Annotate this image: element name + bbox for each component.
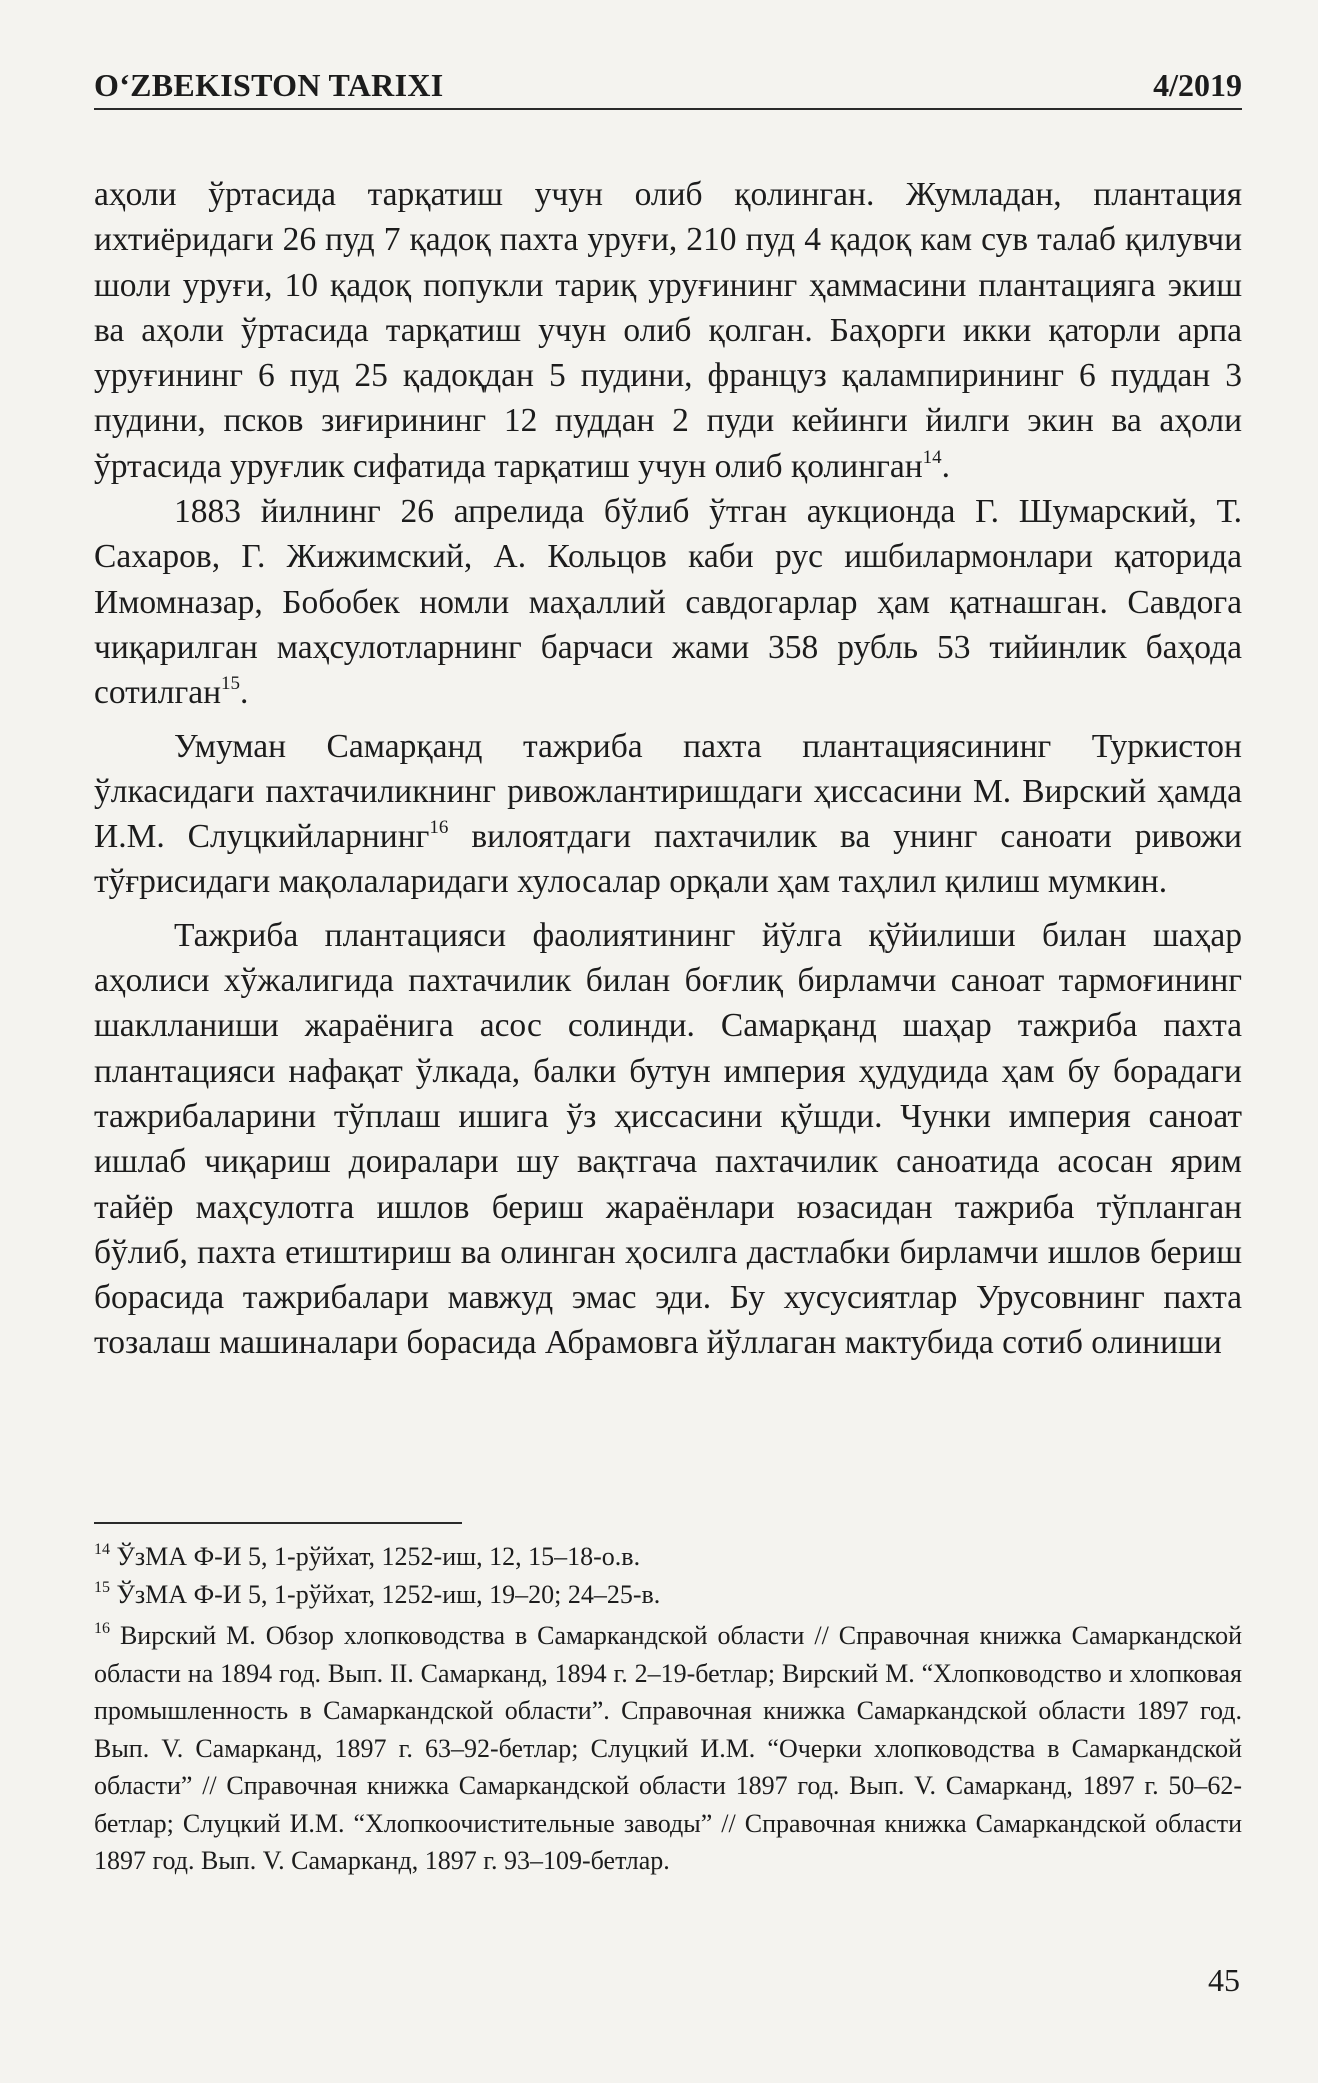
paragraph-4: Тажриба плантацияси фаолиятининг йўлга қўйилиши билан шаҳар аҳолиси хўжалигида пахтачилик билан боғлиқ бирламчи саноат тармоғининг шаклланиши жараёнига асос солинди. Самарқанд шаҳар тажриба пахта плантацияси нафақат ўлкада, балки бутун империя ҳудудида ҳам бу борадаги тажрибаларини тўплаш ишига ўз ҳиссасини қўшди. Чунки империя саноат ишлаб чиқариш доиралари шу вақтгача пахтачилик саноатида асосан ярим тайёр маҳсулотга ишлов бериш жараёнлари юзасидан тажриба тўпланган бўлиб, пахта етиштириш ва олинган ҳосилга дастлабки бирламчи ишлов бериш борасида тажрибалари мавжуд эмас эди. Бу хусусиятлар Урусовнинг пахта тозалаш машиналари борасида Абрамовга йўллаган мактубида сотиб олиниши — [94, 916, 1242, 1362]
issue-number: 4/2019 — [1153, 67, 1242, 103]
paragraph-3: Умуман Самарқанд тажриба пахта плантациясининг Туркистон ўлкасидаги пахтачиликнинг ривожлантиришдаги ҳиссасини М. Вирский ҳамда И.М. Слуцкийларнинг$^{16}$ вилоятдаги пахтачилик ва унинг саноати ривожи тўғрисидаги мақолаларидаги хулосалар орқали ҳам таҳлил қилиш мумкин. — [94, 727, 1242, 901]
journal-name: O‘ZBEKISTON TARIXI — [94, 67, 444, 103]
running-header — [94, 62, 1242, 110]
footnote-separator — [94, 1522, 462, 1524]
footnote-ref-16[interactable]: 16 — [429, 817, 449, 838]
page-number: 45 — [1208, 1962, 1240, 1998]
body-text — [94, 172, 1242, 1366]
footnote-14: $^{14}$ ЎзМА Ф-И 5, 1-рўйхат, 1252-иш, 12, 15–18-о.в. — [94, 1541, 641, 1571]
paragraph-2: 1883 йилнинг 26 апрелида бўлиб ўтган аукционда Г. Шумарский, Т. Сахаров, Г. Жижимский, А. Кольцов каби рус ишбилармонлари қаторида Имомназар, Бобобек номли маҳаллий савдогарлар ҳам қатнашган. Савдога чиқарилган маҳсулотларнинг барчаси жами 358 рубль 53 тийинлик баҳода сотилган$^{15}$. — [94, 493, 1242, 712]
footnote-ref-14[interactable]: 14 — [922, 446, 942, 468]
footnotes — [94, 1538, 1242, 1880]
paragraph-1: аҳоли ўртасида тарқатиш учун олиб қолинган. Жумладан, плантация ихтиёридаги 26 пуд 7 қадоқ пахта уруғи, 210 пуд 4 қадоқ кам сув талаб қилувчи шоли уруғи, 10 қадоқ попукли тариқ уруғининг ҳаммасини плантацияга экиш ва аҳоли ўртасида тарқатиш учун олиб қолган. Баҳорги икки қаторли арпа уруғининг 6 пуд 25 қадоқдан 5 пудини, француз қалампирининг 6 пуддан 3 пудини, псков зиғирининг 12 пуддан 2 пуди кейинги йилги экин ва аҳоли ўртасида уруғлик сифатида тарқатиш учун олиб қолинган$^{14}$. — [94, 176, 1242, 485]
footnote-ref-15[interactable]: 15 — [221, 673, 240, 695]
footnote-16: $^{16}$ Вирский М. Обзор хлопководства в Самаркандской области // Справочная книжка Самаркандской области на 1894 год. Вып. II. Самарканд, 1894 г. 2–19-бетлар; Вирский М. “Хлопководство и хлопковая промышленность в Самаркандской области”. Справочная книжка Самаркандской области 1897 год. Вып. V. Самарканд, 1897 г. 63–92-бетлар; Слуцкий И.М. “Очерки хлопководства в Самаркандской области” // Справочная книжка Самаркандской области 1897 год. Вып. V. Самарканд, 1897 г. 50–62-бетлар; Слуцкий И.М. “Хлопкоочистительные заводы” // Справочная книжка Самаркандской области 1897 год. Вып. V. Самарканд, 1897 г. 93–109-бетлар. — [94, 1620, 1243, 1875]
footnote-15: $^{15}$ ЎзМА Ф-И 5, 1-рўйхат, 1252-иш, 19–20; 24–25-в. — [94, 1578, 661, 1609]
